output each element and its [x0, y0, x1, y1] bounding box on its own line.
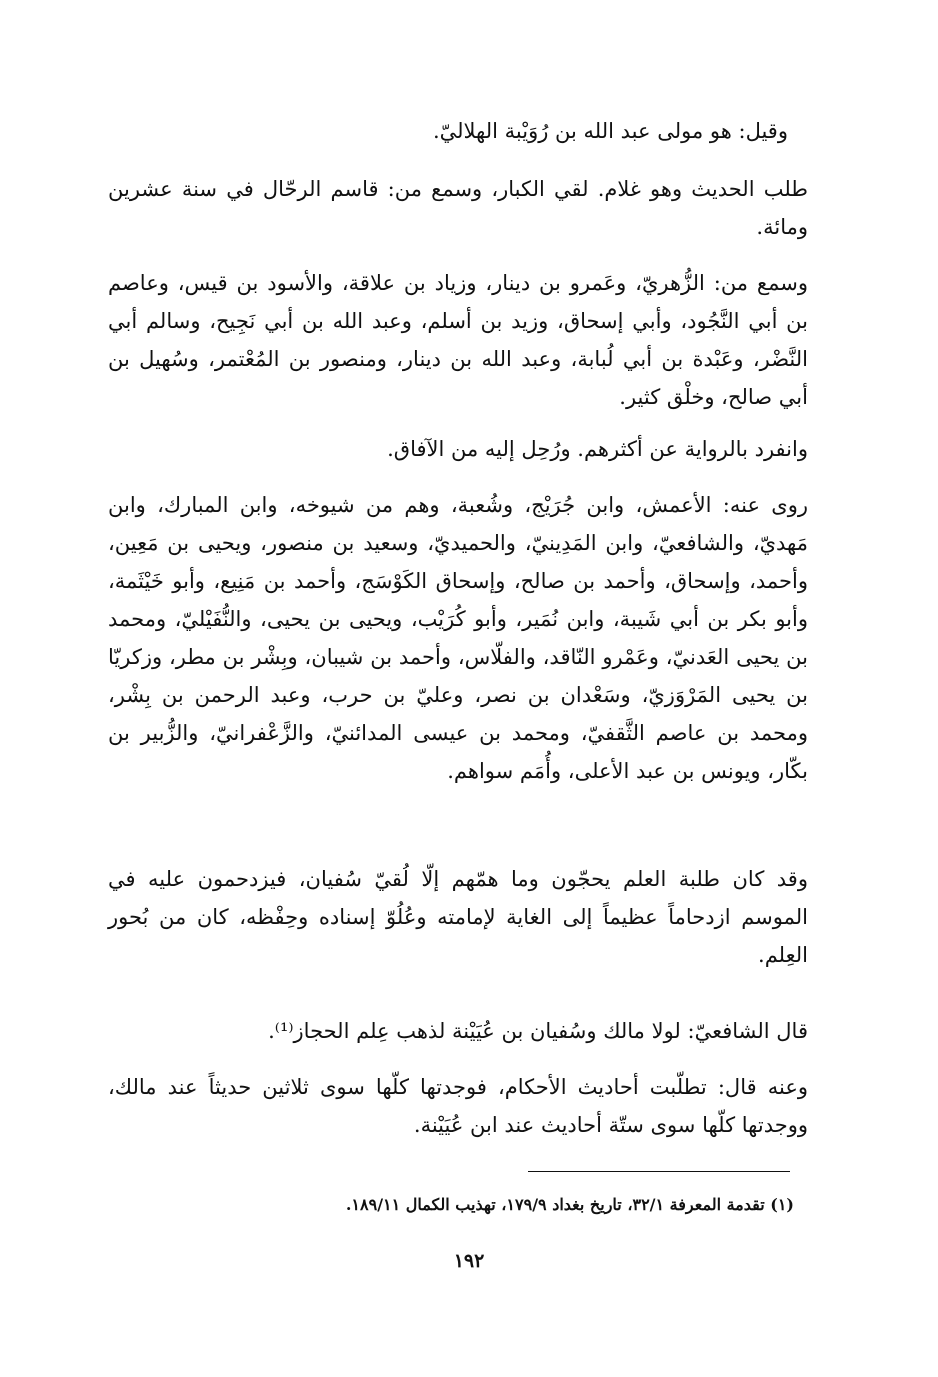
paragraph-qawl-al-shafii: قال الشافعيّ: لولا مالك وسُفيان بن عُيَيْنة لذهب عِلم الحجاز⁽¹⁾. — [268, 1019, 808, 1043]
paragraph-ahadith-al-ahkam: وعنه قال: تطلّبت أحاديث الأحكام، فوجدتها كلّها سوى ثلاثين حديثاً عند مالك، ووجدتها كلّها سوى ستّة أحاديث عند ابن عُيَيْنة. — [108, 1075, 808, 1137]
footnote: (١) تقدمة المعرفة ٣٢/١، تاريخ بغداد ١٧٩/٩، تهذيب الكمال ١٨٩/١١. — [345, 1195, 794, 1214]
paragraph-shuyukh: وسمع من: الزُّهريّ، وعَمرو بن دينار، وزياد بن علاقة، والأسود بن قيس، وعاصم بن أبي النَّجُود، وأبي إسحاق، وزيد بن أسلم، وعبد الله بن أبي نَجِيح، وسالم أبي النَّضْر، وعَبْدة بن أبي لُبابة، وعبد الله بن دينار، ومنصور بن المُعْتمر، وسُهيل بن أبي صالح، وخلْق كثير. — [108, 271, 808, 409]
paragraph-talab-al-hadith: طلب الحديث وهو غلام. لقي الكبار، وسمع من: قاسم الرحّال في سنة عشرين ومائة. — [108, 177, 808, 239]
paragraph-talabat-al-ilm: وقد كان طلبة العلم يحجّون وما همّهم إلّا لُقيّ سُفيان، فيزدحمون عليه في الموسم ازدحاماً عظيماً إلى الغاية لإمامته وعُلُوّ إسناده وحِفْظه، كان من بُحور العِلم. — [108, 867, 808, 967]
page-number: ١٩٢ — [453, 1250, 485, 1272]
paragraph-mawla: وقيل: هو مولى عبد الله بن رُوَيْبة الهلاليّ. — [432, 119, 788, 143]
paragraph-infarada: وانفرد بالرواية عن أكثرهم. ورُحِل إليه من الآفاق. — [387, 437, 808, 461]
footnote-divider — [528, 1171, 790, 1172]
paragraph-rawa-anhu: روى عنه: الأعمش، وابن جُرَيْج، وشُعبة، وهم من شيوخه، وابن المبارك، وابن مَهديّ، والشافعيّ، وابن المَدِينيّ، والحميديّ، وسعيد بن منصور، ويحيى بن مَعِين، وأحمد، وإسحاق، وأحمد بن صالح، وإسحاق الكَوْسَج، وأحمد بن مَنِيع، وأبو خَيْثَمة، وأبو بكر بن أبي شَيبة، وابن نُمَير، وأبو كُرَيْب، ويحيى بن يحيى، والنُّفَيْليّ، ومحمد بن يحيى العَدنيّ، وعَمْرو النّاقد، والفلّاس، وأحمد بن شيبان، وبِشْر بن مطر، وزكريّا بن يحيى المَرْوَزيّ، وسَعْدان بن نصر، وعليّ بن حرب، وعبد الرحمن بن بِشْر، ومحمد بن عاصم الثَّقفيّ، ومحمد بن عيسى المدائنيّ، والزَّعْفرانيّ، والزُّبير بن بكّار، ويونس بن عبد الأعلى، وأُمَم سواهم. — [108, 493, 808, 783]
